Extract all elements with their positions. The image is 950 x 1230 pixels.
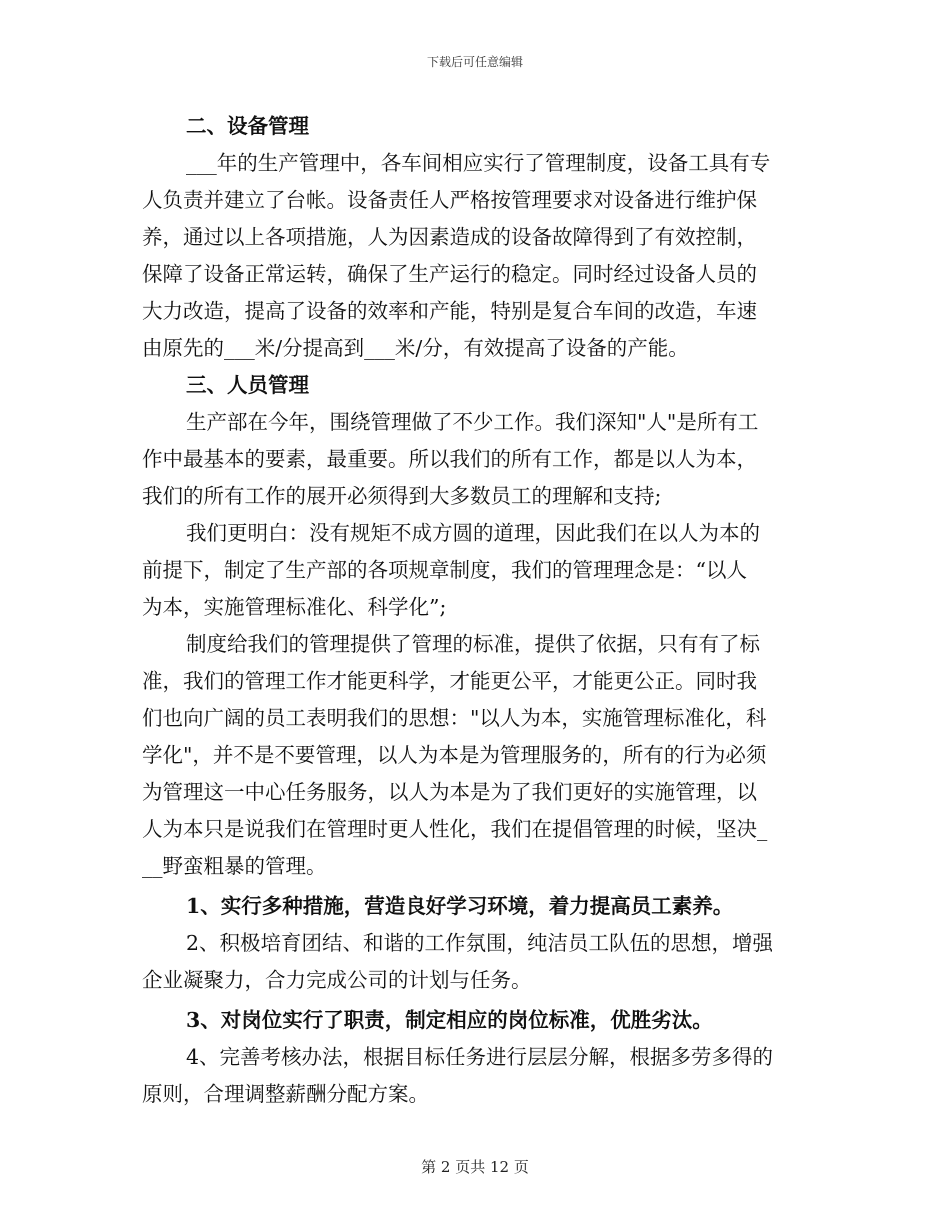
paragraph-line: 们也向广阔的员工表明我们的思想："以人为本，实施管理标准化，科 xyxy=(142,706,767,730)
paragraph-line: 人为本只是说我们在管理时更人性化，我们在提倡管理的时候，坚决_ xyxy=(142,817,768,841)
paragraph-line: 生产部在今年，围绕管理做了不少工作。我们深知"人"是所有工 xyxy=(186,410,759,434)
paragraph-line: 保障了设备正常运转，确保了生产运行的稳定。同时经过设备人员的 xyxy=(142,262,757,286)
page-header: 下载后可任意编辑 xyxy=(426,55,523,69)
paragraph-line: 企业凝聚力，合力完成公司的计划与任务。 xyxy=(142,968,532,992)
list-item-1: 1、实行多种措施，营造良好学习环境，着力提高员工素养。 xyxy=(186,894,734,918)
paragraph-line: 作中最基本的要素，最重要。所以我们的所有工作，都是以人为本， xyxy=(142,447,757,471)
list-item-4: 4、完善考核办法，根据目标任务进行层层分解，根据多劳多得的 xyxy=(186,1045,774,1069)
section-heading-equipment: 二、设备管理 xyxy=(186,114,309,138)
paragraph-line: 养，通过以上各项措施，人为因素造成的设备故障得到了有效控制， xyxy=(142,225,757,249)
paragraph-line: 前提下，制定了生产部的各项规章制度，我们的管理理念是：“以人 xyxy=(142,558,747,582)
paragraph-line: 为本，实施管理标准化、科学化”; xyxy=(142,595,447,619)
paragraph-line: 我们更明白：没有规矩不成方圆的道理，因此我们在以人为本的 xyxy=(186,521,760,545)
paragraph-line: __野蛮粗暴的管理。 xyxy=(142,854,327,878)
paragraph-line: 准，我们的管理工作才能更科学，才能更公平，才能更公正。同时我 xyxy=(142,669,757,693)
paragraph-line: 为管理这一中心任务服务，以人为本是为了我们更好的实施管理，以 xyxy=(142,780,757,804)
paragraph-line: 我们的所有工作的展开必须得到大多数员工的理解和支持; xyxy=(142,484,662,508)
paragraph-line: 人负责并建立了台帐。设备责任人严格按管理要求对设备进行维护保 xyxy=(142,188,757,212)
paragraph-line: 原则，合理调整薪酬分配方案。 xyxy=(142,1082,429,1106)
list-item-3: 3、对岗位实行了职责，制定相应的岗位标准，优胜劣汰。 xyxy=(186,1008,713,1032)
paragraph-line: ___年的生产管理中，各车间相应实行了管理制度，设备工具有专 xyxy=(186,151,771,175)
page-footer: 第 2 页共 12 页 xyxy=(421,1158,529,1176)
list-item-2: 2、积极培育团结、和谐的工作氛围，纯洁员工队伍的思想，增强 xyxy=(186,931,774,955)
paragraph-line: 由原先的___米/分提高到___米/分，有效提高了设备的产能。 xyxy=(142,336,689,360)
document-body xyxy=(142,108,808,1113)
section-heading-personnel: 三、人员管理 xyxy=(186,373,309,397)
paragraph-line: 制度给我们的管理提供了管理的标准，提供了依据，只有有了标 xyxy=(186,632,760,656)
paragraph-line: 学化"，并不是不要管理，以人为本是为管理服务的，所有的行为必须 xyxy=(142,743,767,767)
paragraph-line: 大力改造，提高了设备的效率和产能，特别是复合车间的改造，车速 xyxy=(142,299,757,323)
